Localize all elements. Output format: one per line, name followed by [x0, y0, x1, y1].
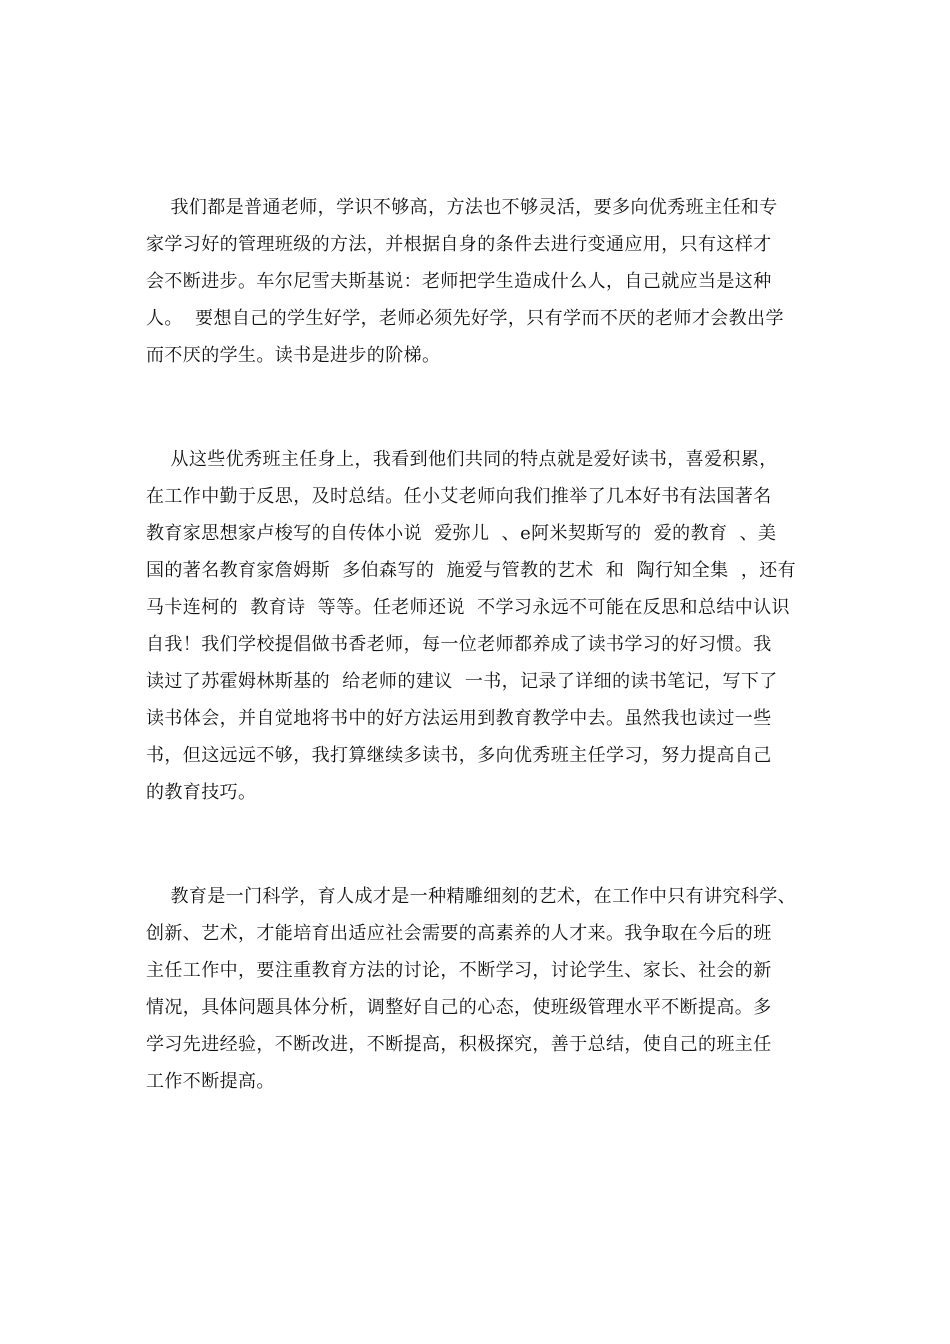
text-line: 家学习好的管理班级的方法，并根据自身的条件去进行变通应用，只有这样才: [146, 234, 772, 255]
text-line: 创新、艺术，才能培育出适应社会需要的高素养的人才来。我争取在今后的班: [146, 923, 772, 944]
text-line: 书，但这远远不够，我打算继续多读书，多向优秀班主任学习，努力提高自己: [146, 745, 772, 766]
text-line: 的教育技巧。: [146, 782, 257, 803]
text-line: 人。 要想自己的学生好学，老师必须先好学，只有学而不厌的老师才会教出学: [146, 308, 784, 329]
text-line: 工作不断提高。: [146, 1071, 275, 1092]
text-line: 情况，具体问题具体分析，调整好自己的心态，使班级管理水平不断提高。多: [146, 997, 772, 1018]
text-line: 教育家思想家卢梭写的自传体小说 爱弥儿 、e阿米契斯写的 爱的教育 、美: [146, 523, 777, 544]
paragraph-2: [146, 441, 836, 811]
text-line: 从这些优秀班主任身上，我看到他们共同的特点就是爱好读书，喜爱积累，: [146, 449, 778, 470]
text-line: 主任工作中，要注重教育方法的讨论，不断学习，讨论学生、家长、社会的新: [146, 960, 772, 981]
text-line: 国的著名教育家詹姆斯 多伯森写的 施爱与管教的艺术 和 陶行知全集 ，还有: [146, 560, 797, 581]
paragraph-1: [146, 189, 836, 374]
text-line: 而不厌的学生。读书是进步的阶梯。: [146, 345, 441, 366]
text-line: 读书体会，并自觉地将书中的好方法运用到教育教学中去。虽然我也读过一些: [146, 708, 772, 729]
text-line: 我们都是普通老师，学识不够高，方法也不够灵活，要多向优秀班主任和专: [146, 197, 778, 218]
text-line: 马卡连柯的 教育诗 等等。任老师还说 不学习永远不可能在反思和总结中认识: [146, 597, 790, 618]
text-line: 教育是一门科学，育人成才是一种精雕细刻的艺术，在工作中只有讲究科学、: [146, 886, 797, 907]
text-line: 学习先进经验，不断改进，不断提高，积极探究，善于总结，使自己的班主任: [146, 1034, 772, 1055]
text-line: 读过了苏霍姆林斯基的 给老师的建议 一书，记录了详细的读书笔记，写下了: [146, 671, 778, 692]
paragraph-3: [146, 878, 836, 1100]
text-line: 自我！我们学校提倡做书香老师，每一位老师都养成了读书学习的好习惯。我: [146, 634, 772, 655]
text-line: 会不断进步。车尔尼雪夫斯基说：老师把学生造成什么人，自己就应当是这种: [146, 271, 772, 292]
text-line: 在工作中勤于反思，及时总结。任小艾老师向我们推举了几本好书有法国著名: [146, 486, 772, 507]
